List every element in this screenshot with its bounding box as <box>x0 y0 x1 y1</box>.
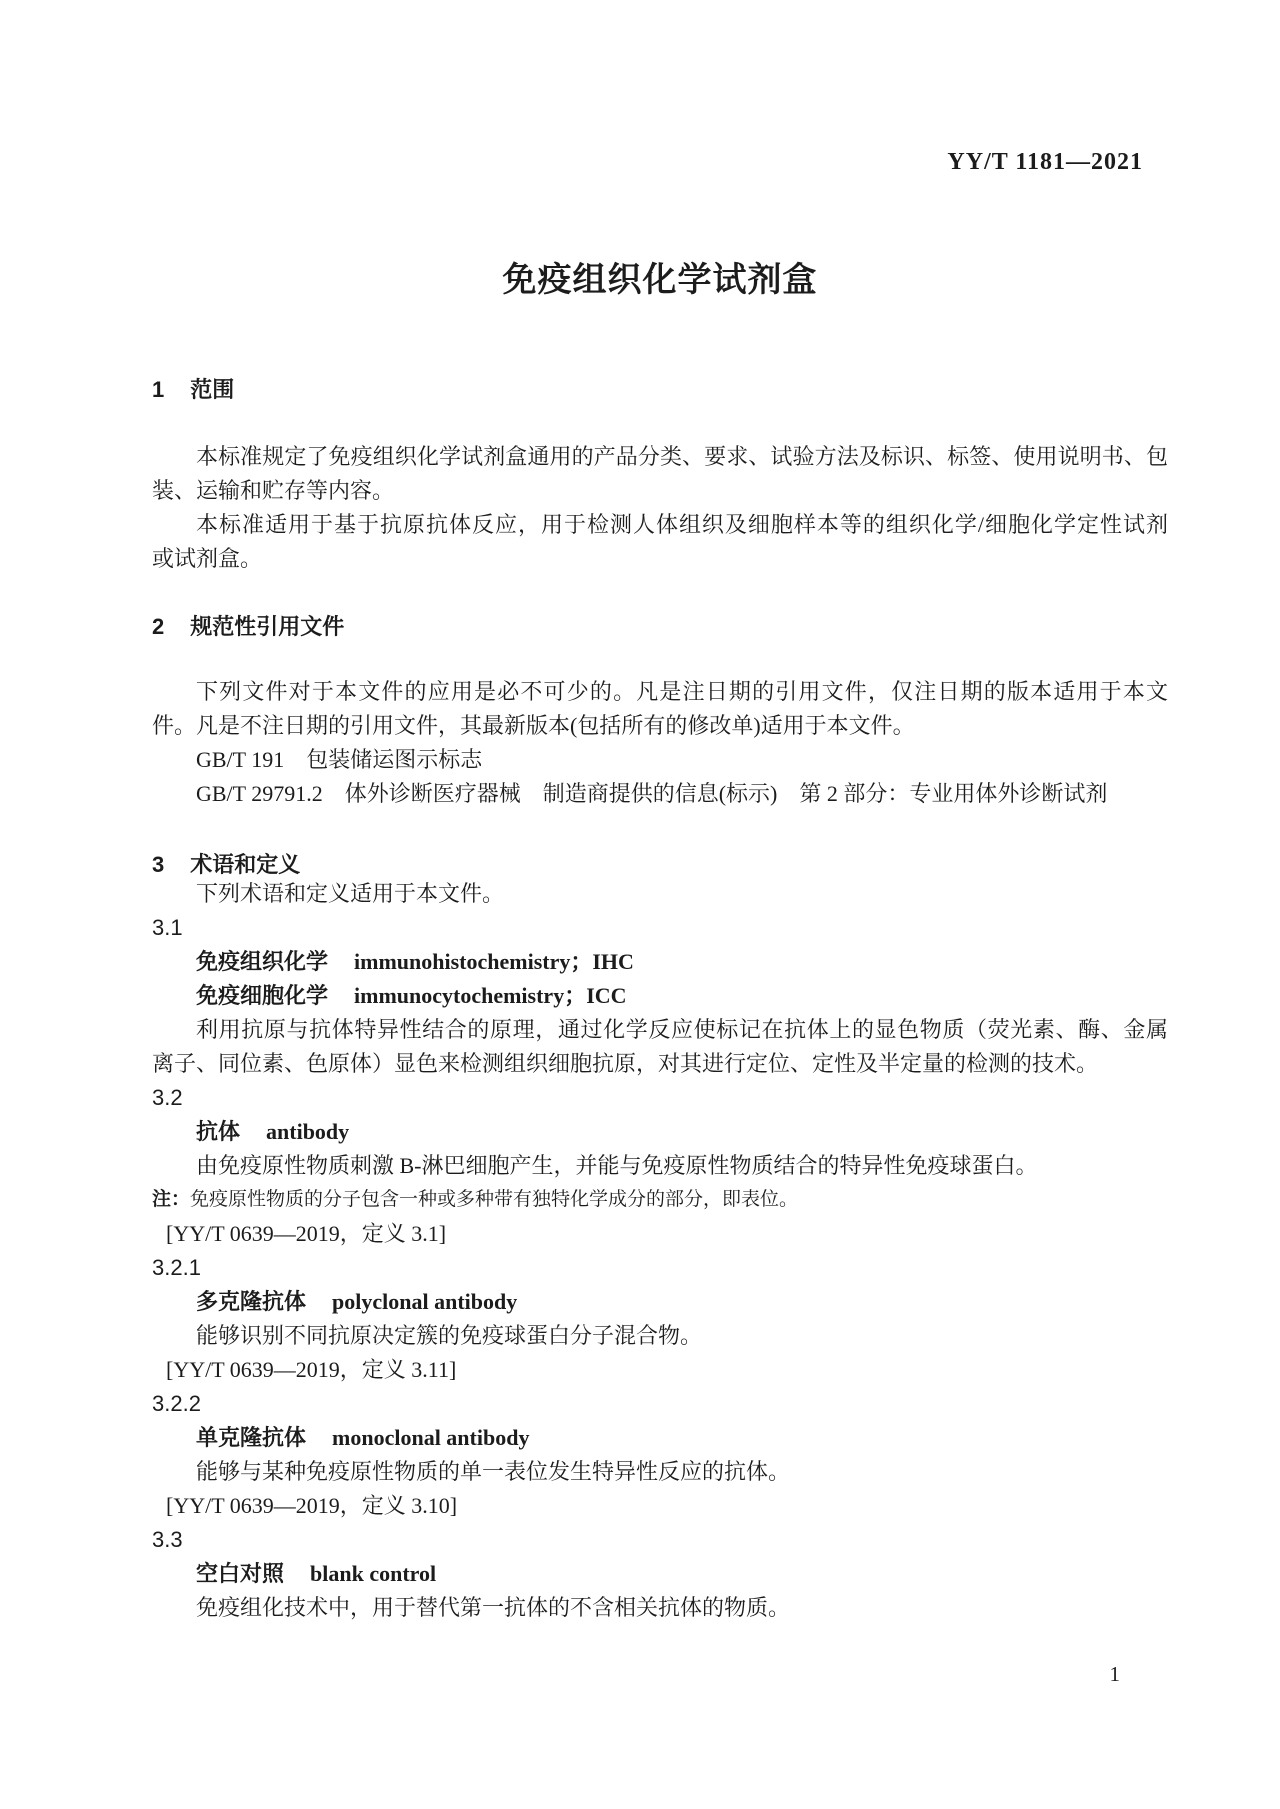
term-note <box>152 1183 1168 1217</box>
paragraph-line: 件。凡是不注日期的引用文件，其最新版本(包括所有的修改单)适用于本文件。 <box>152 713 915 738</box>
paragraph-line: 本标准适用于基于抗原抗体反应，用于检测人体组织及细胞样本等的组织化学/细胞化学定性试剂 <box>196 512 1168 537</box>
section-scope <box>152 378 1168 576</box>
page-number: 1 <box>1109 1662 1120 1686</box>
definition-line: 利用抗原与抗体特异性结合的原理，通过化学反应使标记在抗体上的显色物质（荧光素、酶、金属 <box>196 1017 1168 1042</box>
paragraph-line: 或试剂盒。 <box>152 546 263 571</box>
references-body <box>152 675 1168 811</box>
term-zh: 免疫组织化学 <box>196 949 329 974</box>
term-zh: 空白对照 <box>196 1561 285 1586</box>
section-number: 2 <box>152 614 165 639</box>
section-scope-heading <box>152 378 1168 402</box>
section-terms-definitions <box>152 853 1168 1625</box>
page-header <box>152 0 1168 174</box>
note-label: 注： <box>152 1189 191 1210</box>
definition-line: 能够与某种免疫原性物质的单一表位发生特异性反应的抗体。 <box>196 1459 791 1484</box>
term-zh: 抗体 <box>196 1119 241 1144</box>
section-number: 3 <box>152 852 165 877</box>
term-entry-number: 3.2.1 <box>152 1255 201 1280</box>
paragraph-line: 装、运输和贮存等内容。 <box>152 478 395 503</box>
term-entry-3-2 <box>152 1081 1168 1251</box>
term-entry-number: 3.2.2 <box>152 1391 201 1416</box>
term-zh: 单克隆抗体 <box>196 1425 307 1450</box>
scope-paragraphs <box>152 440 1168 576</box>
definition-line: 离子、同位素、色原体）显色来检测组织细胞抗原，对其进行定位、定性及半定量的检测的技术。 <box>152 1051 1099 1076</box>
term-en: immunohistochemistry；IHC <box>354 949 634 974</box>
term-entry-number: 3.3 <box>152 1527 183 1552</box>
term-en: antibody <box>266 1119 350 1144</box>
section-title: 规范性引用文件 <box>190 614 345 639</box>
term-line <box>152 1421 1168 1455</box>
definition-line: 由免疫原性物质刺激 B-淋巴细胞产生，并能与免疫原性物质结合的特异性免疫球蛋白。 <box>196 1153 1038 1178</box>
term-en: blank control <box>310 1561 437 1586</box>
section-title: 范围 <box>190 377 235 402</box>
term-line <box>152 1285 1168 1319</box>
paragraph-line: 下列文件对于本文件的应用是必不可少的。凡是注日期的引用文件，仅注日期的版本适用于本文 <box>196 679 1168 704</box>
term-source: [YY/T 0639—2019，定义 3.11] <box>166 1357 457 1382</box>
term-line <box>152 1115 1168 1149</box>
term-entry-number: 3.1 <box>152 915 183 940</box>
term-source: [YY/T 0639—2019，定义 3.10] <box>166 1493 458 1518</box>
doc-title: 免疫组织化学试剂盒 <box>502 261 818 299</box>
term-entry-3-3 <box>152 1523 1168 1625</box>
reference-item: GB/T 191 包装储运图示标志 <box>196 747 483 772</box>
definition-line: 能够识别不同抗原决定簇的免疫球蛋白分子混合物。 <box>196 1323 703 1348</box>
term-line <box>152 945 1168 979</box>
reference-item: GB/T 29791.2 体外诊断医疗器械 制造商提供的信息(标示) 第 2 部分：专业用体外诊断试剂 <box>196 781 1108 806</box>
section-number: 1 <box>152 377 165 402</box>
terms-intro: 下列术语和定义适用于本文件。 <box>196 881 505 906</box>
doc-code: YY/T 1181—2021 <box>947 149 1143 175</box>
term-en: polyclonal antibody <box>332 1289 518 1314</box>
note-text: 免疫原性物质的分子包含一种或多种带有独特化学成分的部分，即表位。 <box>190 1189 799 1210</box>
section-terms-heading <box>152 853 1168 877</box>
term-line <box>152 1557 1168 1591</box>
term-zh: 多克隆抗体 <box>196 1289 307 1314</box>
term-entry-3-2-1 <box>152 1251 1168 1387</box>
section-title: 术语和定义 <box>190 852 301 877</box>
term-entry-3-2-2 <box>152 1387 1168 1523</box>
term-entry-3-1 <box>152 911 1168 1081</box>
term-zh: 免疫细胞化学 <box>196 983 329 1008</box>
paragraph-line: 本标准规定了免疫组织化学试剂盒通用的产品分类、要求、试验方法及标识、标签、使用说明书、包 <box>196 444 1168 469</box>
term-en: immunocytochemistry；ICC <box>354 983 627 1008</box>
term-en: monoclonal antibody <box>332 1425 530 1450</box>
term-line <box>152 979 1168 1013</box>
term-source: [YY/T 0639—2019，定义 3.1] <box>166 1221 447 1246</box>
section-normative-references <box>152 615 1168 811</box>
definition-line: 免疫组化技术中，用于替代第一抗体的不含相关抗体的物质。 <box>196 1595 791 1620</box>
section-references-heading <box>152 615 1168 639</box>
term-entry-number: 3.2 <box>152 1085 183 1110</box>
